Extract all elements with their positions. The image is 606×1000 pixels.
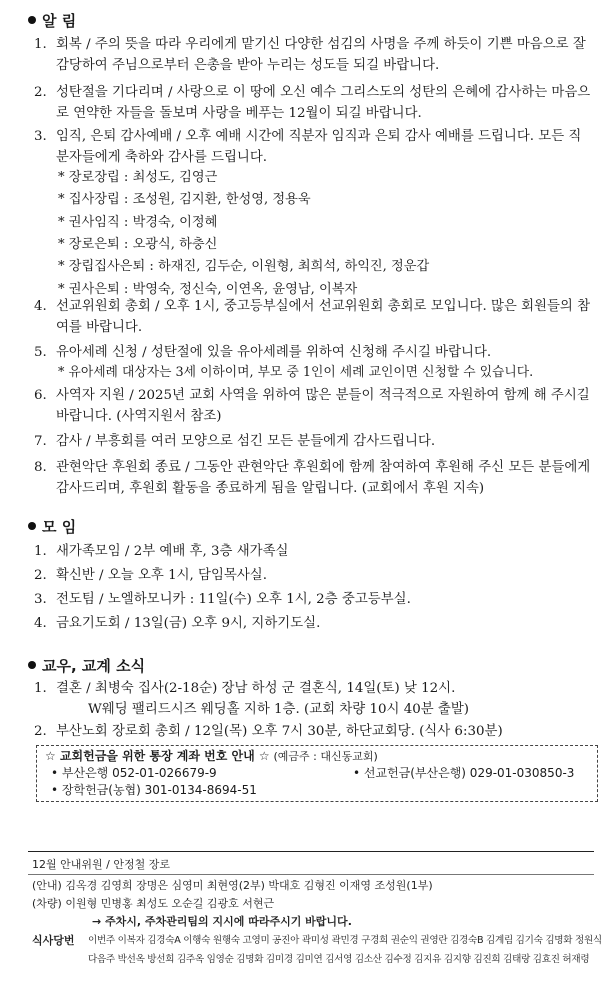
item-text: 성탄절을 기다리며 / 사랑으로 이 땅에 오신 예수 그리스도의 성탄의 은혜에 감사하는 마음으로 연약한 자들을 돌보며 사랑을 베푸는 12월이 되길 바랍니다. (56, 85, 591, 121)
fellowship-item-1 (34, 678, 594, 720)
guide-leader: 안정철 장로 (113, 858, 170, 871)
divider (28, 851, 594, 852)
bank-title: ☆ 교회헌금을 위한 통장 계좌 번호 안내 ☆ (45, 749, 270, 763)
meeting-item-3 (34, 589, 594, 610)
fellowship-heading-text: 교우, 교계 소식 (42, 657, 146, 675)
bullet-icon (28, 522, 36, 530)
bank-account: • 부산은행 052-01-026679-9 (51, 766, 217, 780)
item-text: 부산노회 장로회 총회 / 12일(목) 오후 7시 30분, 하단교회당. (식사 6:30분) (56, 724, 503, 739)
parking-line: (차량) 이원형 민병홍 최성도 오순길 김광호 서현근 (32, 897, 275, 910)
item-number: 1. (34, 681, 47, 696)
item-text: 관현악단 후원회 종료 / 그동안 관현악단 후원회에 함께 참여하여 후원해 주신 모든 분들에게 감사드리며, 후원회 활동을 종료하게 됨을 알립니다. (교회에서 후원 지속) (56, 460, 591, 496)
item-number: 2. (34, 85, 47, 100)
item-number: 5. (34, 345, 47, 360)
item-text: 임직, 은퇴 감사예배 / 오후 예배 시간에 직분자 임직과 은퇴 감사 예배를 드립니다. 모든 직분자들에게 축하와 감사를 드립니다. (56, 129, 582, 165)
item-text: 전도팀 / 노엘하모니카 : 11일(수) 오후 1시, 2층 중고등부실. (56, 592, 411, 607)
meeting-item-2 (34, 565, 594, 586)
item-number: 2. (34, 724, 47, 739)
ordination-line: * 권사은퇴 : 박영숙, 정신숙, 이연옥, 윤영남, 이복자 (58, 282, 358, 297)
meeting-item-4 (34, 613, 594, 634)
item-number: 3. (34, 592, 47, 607)
notice-item-6 (34, 385, 594, 427)
item-number: 8. (34, 460, 47, 475)
ordination-line: * 집사장립 : 조성원, 김지환, 한성영, 정용욱 (58, 192, 311, 207)
ordination-line: * 권사임직 : 박경숙, 이정혜 (58, 215, 218, 230)
item-text: 확신반 / 오늘 오후 1시, 담임목사실. (56, 568, 267, 583)
item-text: 사역자 지원 / 2025년 교회 사역을 위하여 많은 분들이 적극적으로 자원하여 함께 해 주시길 바랍니다. (사역지원서 참조) (56, 388, 590, 424)
notices-heading-text: 알 림 (42, 12, 77, 30)
guide-label: 12월 안내위원 (32, 858, 103, 871)
fellowship-item-2 (34, 721, 594, 742)
meal-line: 다음주 박선옥 방선희 김주옥 임영순 김명화 김미경 김미연 김서영 김소산 김수정 김지유 김지향 김진희 김태랑 김효진 허재령 (88, 954, 590, 965)
item-number: 1. (34, 544, 47, 559)
item-text: 결혼 / 최병숙 집사(2-18순) 장남 하성 군 결혼식, 14일(토) 낮 12시. (56, 681, 456, 696)
item-text: 금요기도회 / 13일(금) 오후 9시, 지하기도실. (56, 616, 321, 631)
meal-line: 이번주 이복자 김경숙A 이행숙 원행숙 고영미 공진아 곽미성 곽민경 구경희 권순익 권영란 김경숙B 김계림 김기숙 김명화 정원식 (88, 935, 602, 946)
bank-account-box (36, 745, 598, 802)
notices-heading (28, 11, 76, 31)
notice-item-1 (34, 34, 594, 76)
ordination-line: * 장립집사은퇴 : 하재진, 김두순, 이원형, 최희석, 하익진, 정운갑 (58, 259, 430, 274)
bank-account: • 장학헌금(농협) 301-0134-8694-51 (51, 783, 257, 797)
item-text: 선교위원회 총회 / 오후 1시, 중고등부실에서 선교위원회 총회로 모입니다. 많은 회원들의 참여를 바랍니다. (56, 299, 591, 335)
notice-item-5 (34, 342, 594, 363)
bullet-icon (28, 661, 36, 669)
bullet-icon (28, 16, 36, 24)
meal-label: 식사당번 (32, 934, 75, 947)
notice-item-8 (34, 457, 594, 499)
item-text: 회복 / 주의 뜻을 따라 우리에게 맡기신 다양한 섬김의 사명을 주께 하듯이 기쁜 마음으로 잘 감당하여 주님으로부터 은총을 받아 누리는 성도들 되길 바랍니다. (56, 37, 586, 73)
guide-line: (안내) 김옥경 김영희 장명은 심영미 최현영(2부) 박대호 김형진 이재영 조성원(1부) (32, 879, 433, 892)
item-number: 4. (34, 616, 47, 631)
item-number: 4. (34, 299, 47, 314)
item-text: 유아세례 신청 / 성탄절에 있을 유아세례를 위하여 신청해 주시길 바랍니다. (56, 345, 492, 360)
item-number: 3. (34, 129, 47, 144)
bank-account: • 선교헌금(부산은행) 029-01-030850-3 (353, 766, 575, 780)
divider (28, 874, 594, 875)
item-number: 1. (34, 37, 47, 52)
notice-item-3 (34, 126, 594, 168)
meeting-item-1 (34, 541, 594, 562)
notice-item-2 (34, 82, 594, 124)
item-number: 6. (34, 388, 47, 403)
notice-item-4 (34, 296, 594, 338)
item-text: 감사 / 부흥회를 여러 모양으로 섬긴 모든 분들에게 감사드립니다. (56, 434, 436, 449)
item-number: 7. (34, 434, 47, 449)
fellowship-heading (28, 656, 145, 676)
meetings-heading (28, 517, 76, 537)
item-text: 새가족모임 / 2부 예배 후, 3층 새가족실 (56, 544, 289, 559)
baptism-note: * 유아세례 대상자는 3세 이하이며, 부모 중 1인이 세례 교인이면 신청할 수 있습니다. (58, 365, 534, 380)
parking-note: → 주차시, 주차관리팀의 지시에 따라주시기 바랍니다. (92, 915, 352, 928)
bank-holder: (예금주 : 대신동교회) (273, 750, 378, 763)
meetings-heading-text: 모 임 (42, 518, 77, 536)
ordination-line: * 장로장립 : 최성도, 김영근 (58, 170, 218, 185)
guide-header: 12월 안내위원 / 안정철 장로 (32, 858, 170, 871)
notice-item-7 (34, 431, 594, 452)
item-number: 2. (34, 568, 47, 583)
ordination-line: * 장로은퇴 : 오광식, 하충신 (58, 237, 218, 252)
item-text-line2: W웨딩 팰리드시즈 웨딩홀 지하 1층. (교회 차량 10시 40분 출발) (88, 702, 470, 717)
